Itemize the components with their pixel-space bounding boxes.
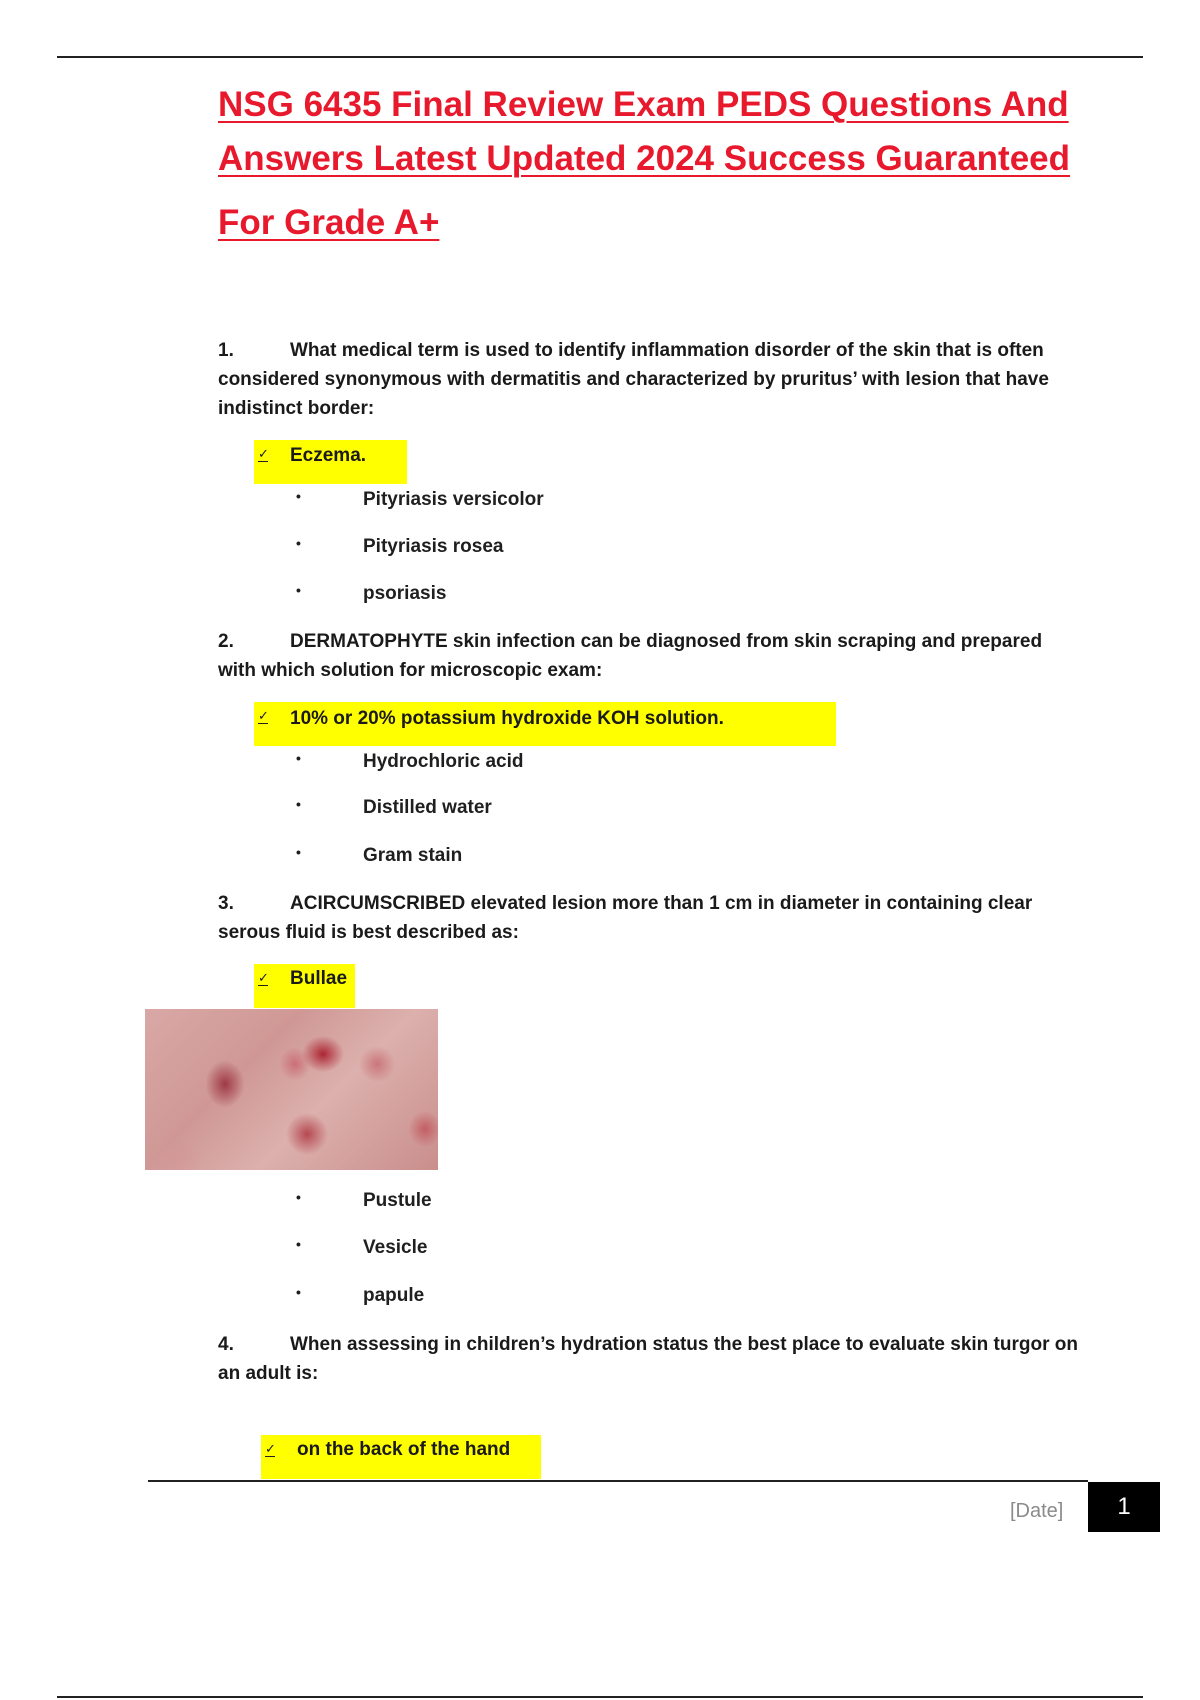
checkbox-icon: ✓ xyxy=(258,708,269,723)
footer-date: [Date] xyxy=(1010,1500,1064,1522)
question-2 xyxy=(218,627,1080,685)
bullet-icon: • xyxy=(296,488,301,504)
title-line: For Grade A+ xyxy=(218,203,440,242)
title-line: NSG 6435 Final Review Exam PEDS Questions And xyxy=(218,85,1069,124)
bullet-icon: • xyxy=(296,844,301,860)
bullet-icon: • xyxy=(296,535,301,551)
bullet-icon: • xyxy=(296,1284,301,1300)
answer-highlight xyxy=(261,1435,541,1479)
question-number: 1. xyxy=(218,340,234,361)
checkbox-icon: ✓ xyxy=(265,1441,276,1456)
bullet-icon: • xyxy=(296,582,301,598)
answer-highlight xyxy=(254,964,355,1008)
title-line: Answers Latest Updated 2024 Success Guaranteed xyxy=(218,139,1071,178)
page-number: 1 xyxy=(1088,1482,1160,1532)
bullet-icon: • xyxy=(296,1236,301,1252)
bottom-rule xyxy=(57,1696,1143,1698)
question-text: DERMATOPHYTE skin infection can be diagnosed from skin scraping and prepared with which solution for microscopic exam: xyxy=(218,631,1043,681)
answer-text: Eczema. xyxy=(290,445,367,466)
question-text: ACIRCUMSCRIBED elevated lesion more than 1 cm in diameter in containing clear serous fluid is best described as: xyxy=(218,893,1033,943)
top-rule xyxy=(57,56,1143,58)
question-number: 4. xyxy=(218,1334,234,1355)
answer-text: on the back of the hand xyxy=(297,1439,511,1460)
checkbox-icon: ✓ xyxy=(258,446,269,461)
question-4 xyxy=(218,1330,1080,1388)
bullet-icon: • xyxy=(296,796,301,812)
answer-highlight xyxy=(254,702,836,746)
question-3 xyxy=(218,889,1080,947)
question-1 xyxy=(218,336,1080,423)
bullet-icon: • xyxy=(296,1189,301,1205)
answer-text: 10% or 20% potassium hydroxide KOH solution. xyxy=(290,708,724,729)
bullet-icon: • xyxy=(296,750,301,766)
skin-lesion-photo xyxy=(145,1009,438,1170)
question-number: 3. xyxy=(218,893,234,914)
question-text: When assessing in children’s hydration status the best place to evaluate skin turgor on an adult is: xyxy=(218,1334,1078,1384)
checkbox-icon: ✓ xyxy=(258,970,269,985)
footer-rule xyxy=(148,1480,1088,1482)
document-title xyxy=(218,78,1088,250)
question-text: What medical term is used to identify inflammation disorder of the skin that is often considered synonymous with dermatitis and characterized by pruritus’ with lesion that have indistinct border: xyxy=(218,340,1049,419)
answer-text: Bullae xyxy=(290,968,348,989)
question-number: 2. xyxy=(218,631,234,652)
answer-highlight xyxy=(254,440,407,484)
